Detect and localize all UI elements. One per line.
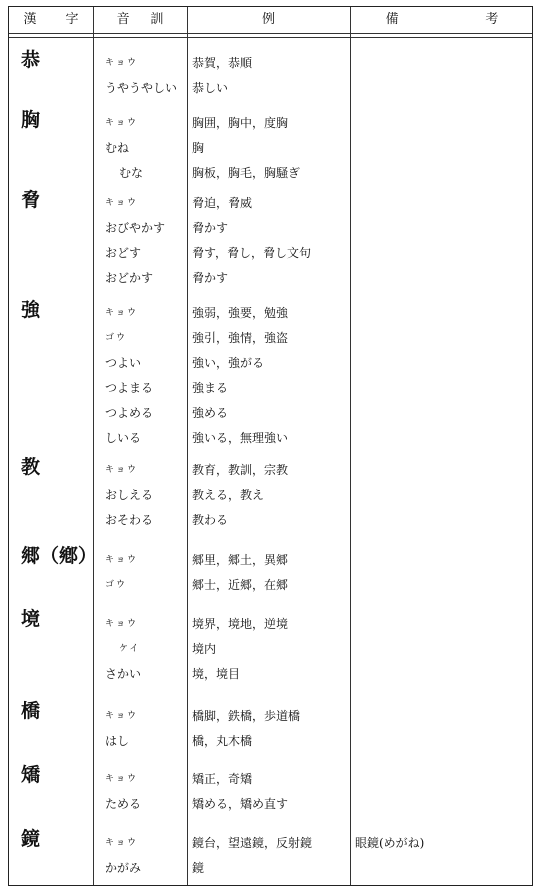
reading-text: キョウ (105, 308, 139, 318)
reading-text: キョウ (105, 774, 139, 784)
header-kanji: 漢 字 (23, 12, 79, 27)
reading-text: ゴウ (105, 580, 128, 590)
reading-text: キョウ (105, 198, 139, 208)
reading-text: キョウ (105, 555, 139, 565)
reading-text: つよめる (105, 406, 154, 420)
example-text: 境界，境地，逆境 (192, 617, 289, 631)
reading-text: キョウ (105, 838, 139, 848)
reading-text: つよまる (105, 381, 154, 395)
reading-text: キョウ (105, 58, 139, 68)
reading-text: しいる (105, 431, 142, 445)
kanji-character: 鏡 (21, 828, 41, 850)
reading-text: うやうやしい (105, 81, 178, 95)
example-text: 郷士，近郷，在郷 (192, 578, 289, 592)
reading-text: キョウ (105, 619, 139, 629)
reading-text: かがみ (105, 861, 142, 875)
kanji-character: 強 (21, 299, 41, 321)
example-text: 矯める，矯め直す (192, 797, 289, 811)
example-text: 強いる，無理強い (192, 431, 289, 445)
header-reading: 音 訓 (116, 12, 164, 27)
example-text: 胸 (192, 141, 205, 155)
example-text: 境，境目 (192, 667, 241, 681)
reading-text: おそわる (105, 513, 154, 527)
kanji-character: 境 (21, 608, 41, 630)
reading-text: むね (105, 141, 130, 155)
column-divider (350, 7, 351, 885)
example-text: 胸板，胸毛，胸騒ぎ (192, 166, 301, 180)
kanji-character: 郷（鄕） (21, 545, 98, 567)
example-text: 恭賀，恭順 (192, 56, 253, 70)
kanji-character: 矯 (21, 764, 41, 786)
example-text: 強い，強がる (192, 356, 265, 370)
header-note: 備 考 (385, 12, 499, 27)
example-text: 郷里，郷土，異郷 (192, 553, 289, 567)
example-text: 矯正，奇矯 (192, 772, 253, 786)
reading-text: つよい (105, 356, 142, 370)
example-text: 脅迫，脅威 (192, 196, 253, 210)
example-text: 胸囲，胸中，度胸 (192, 116, 289, 130)
reading-text: キョウ (105, 711, 139, 721)
kanji-character: 脅 (21, 189, 41, 211)
example-text: 教育，教訓，宗教 (192, 463, 289, 477)
header-rule (9, 33, 532, 38)
example-text: 橋脚，鉄橋，歩道橋 (192, 709, 301, 723)
example-text: 教わる (192, 513, 229, 527)
example-text: 脅かす (192, 221, 229, 235)
kanji-character: 胸 (21, 109, 41, 131)
example-text: 脅す，脅し，脅し文句 (192, 246, 312, 260)
header-example: 例 (261, 12, 275, 27)
example-text: 脅かす (192, 271, 229, 285)
reading-text: おどかす (105, 271, 154, 285)
kanji-table (8, 6, 533, 886)
example-text: 強弱，強要，勉強 (192, 306, 289, 320)
reading-text: むな (119, 166, 144, 180)
reading-text: おどす (105, 246, 142, 260)
reading-text: キョウ (105, 465, 139, 475)
example-text: 教える，教え (192, 488, 265, 502)
reading-text: はし (105, 734, 130, 748)
column-divider (93, 7, 94, 885)
example-text: 恭しい (192, 81, 229, 95)
example-text: 強める (192, 406, 229, 420)
example-text: 橋，丸木橋 (192, 734, 253, 748)
column-divider (187, 7, 188, 885)
reading-text: おびやかす (105, 221, 166, 235)
example-text: 強まる (192, 381, 229, 395)
reading-text: ケイ (119, 644, 141, 654)
reading-text: ためる (105, 797, 142, 811)
example-text: 境内 (192, 642, 217, 656)
reading-text: さかい (105, 667, 142, 681)
example-text: 強引，強情，強盗 (192, 331, 289, 345)
reading-text: ゴウ (105, 333, 128, 343)
kanji-character: 恭 (21, 49, 41, 71)
reading-text: キョウ (105, 118, 139, 128)
example-text: 鏡台，望遠鏡，反射鏡 (192, 836, 313, 850)
note-text: 眼鏡(めがね) (355, 836, 425, 850)
kanji-character: 橋 (21, 700, 41, 722)
reading-text: おしえる (105, 488, 154, 502)
example-text: 鏡 (192, 861, 205, 875)
kanji-character: 教 (21, 456, 41, 478)
